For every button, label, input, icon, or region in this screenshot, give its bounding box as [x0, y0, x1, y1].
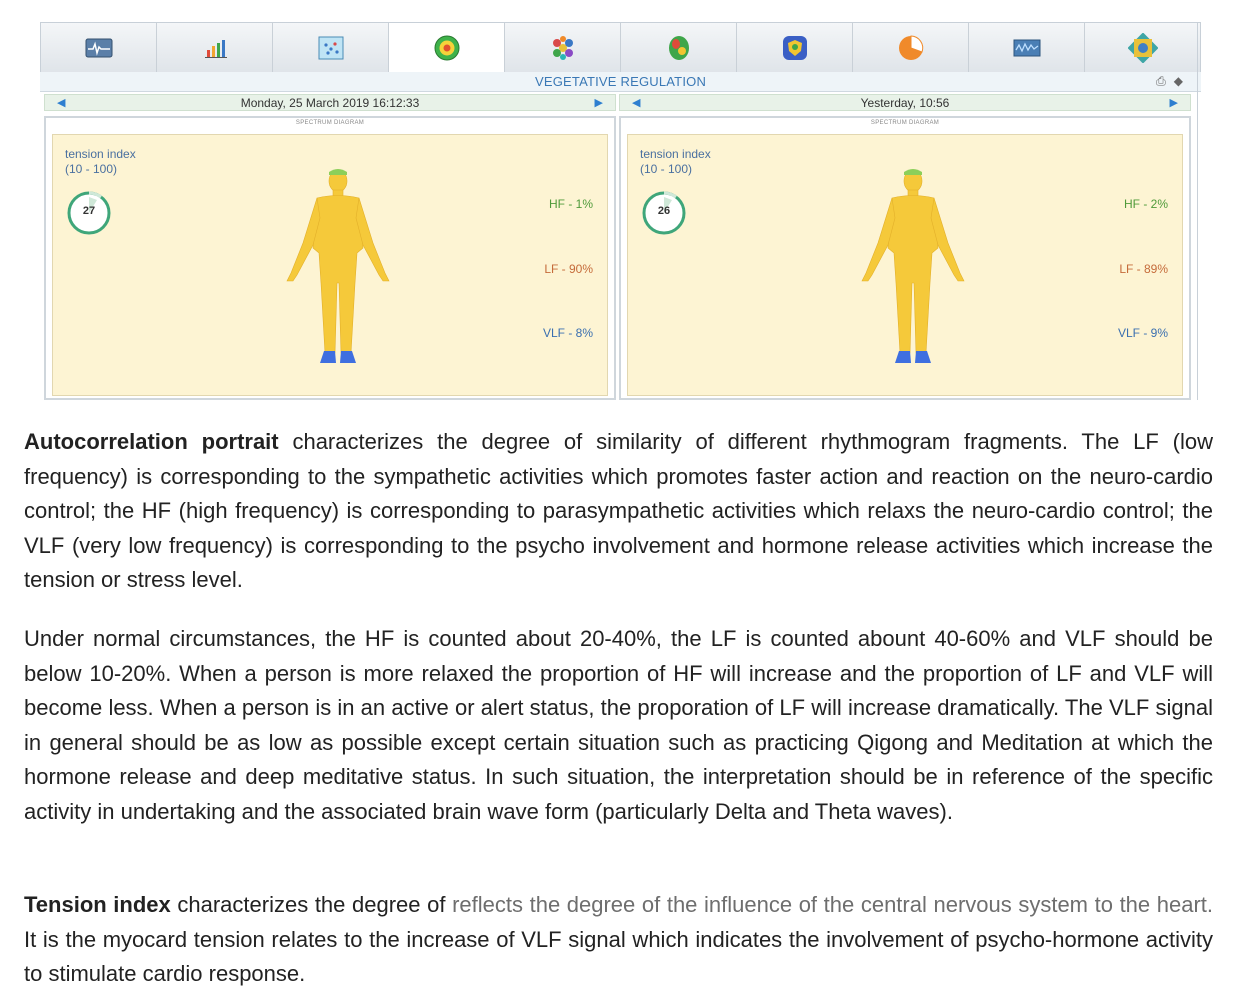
- diagram-subtitle: SPECTRUM DIAGRAM: [870, 120, 940, 126]
- date-bar: [44, 94, 616, 111]
- paragraph-autocorrelation: Autocorrelation portrait characterizes the degree of similarity of different rhythmogram fragments. The LF (low frequency) is corresponding to the sympathetic activities which promotes faster action and reaction on the neuro-cardio control; the HF (high frequency) is corresponding to parasympathetic activities which relaxs the neuro-cardio control; the VLF (very low frequency) is corresponding to the psycho involvement and hormone release activities which increase the tension or stress level.: [24, 429, 1213, 593]
- human-body-figure: [848, 163, 978, 373]
- bar-chart-icon: [200, 33, 230, 63]
- export-icon[interactable]: ◆: [1173, 74, 1183, 88]
- next-arrow-icon[interactable]: ▶: [594, 97, 603, 109]
- diagram-canvas: [52, 134, 608, 396]
- pie-chart-icon: [896, 33, 926, 63]
- tension-index-label: tension index (10 - 100): [640, 147, 711, 176]
- ecg-chart-icon: [84, 33, 114, 63]
- tab-mandala[interactable]: [1085, 23, 1200, 73]
- paragraph-tension-index: Tension index characterizes the degree of reflects the degree of the influence of the central nervous system to the heart. It is the myocard tension relates to the increase of VLF signal which indicates the involvement of psycho-hormone activity to stimulate cardio response.: [24, 892, 1214, 987]
- tab-scatter[interactable]: [273, 23, 389, 73]
- vlf-value: VLF - 8%: [542, 326, 593, 340]
- module-toolbar: [40, 22, 1201, 72]
- app-window: [40, 22, 1201, 400]
- tension-value: 27: [82, 205, 96, 217]
- vlf-value: VLF - 9%: [1117, 326, 1168, 340]
- print-icon[interactable]: ⎙: [1156, 74, 1166, 88]
- tension-value: 26: [657, 205, 671, 217]
- tab-brain-map[interactable]: [621, 23, 737, 73]
- shield-crest-icon: [780, 33, 810, 63]
- tab-ecg[interactable]: [41, 23, 157, 73]
- spectrum-diagram: [44, 116, 616, 400]
- tension-gauge: [642, 191, 686, 235]
- section-title: VEGETATIVE REGULATION: [534, 74, 707, 89]
- lf-value: LF - 90%: [544, 262, 593, 276]
- divider: [1197, 22, 1198, 400]
- tab-waveform[interactable]: [969, 23, 1085, 73]
- panel-previous: [619, 94, 1191, 400]
- molecule-icon: [548, 33, 578, 63]
- tab-vegetative-regulation[interactable]: [389, 23, 505, 73]
- prev-arrow-icon[interactable]: ◀: [57, 97, 66, 109]
- tab-molecule[interactable]: [505, 23, 621, 73]
- mandala-icon: [1128, 33, 1158, 63]
- scatter-map-icon: [316, 33, 346, 63]
- waveform-icon: [1012, 33, 1042, 63]
- prev-arrow-icon[interactable]: ◀: [632, 97, 641, 109]
- paragraph-normal-ranges: Under normal circumstances, the HF is counted about 20-40%, the LF is counted abount 40-60% and VLF should be below 10-20%. When a person is more relaxed the proportion of HF will increase and the proportion of LF and VLF will become less. When a person is in an active or alert status, the proporation of LF will increase dramatically. The VLF signal in general should be as low as possible except certain situation such as practicing Qigong and Meditation at which the hormone release and deep meditative status. In such situation, the interpretation should be in reference of the specific activity in undertaking and the associated brain wave form (particularly Delta and Theta waves).: [24, 626, 1213, 824]
- session-date: Monday, 25 March 2019 16:12:33: [240, 96, 420, 110]
- next-arrow-icon[interactable]: ▶: [1169, 97, 1178, 109]
- tension-index-label: tension index (10 - 100): [65, 147, 136, 176]
- panel-current: [44, 94, 616, 400]
- diagram-canvas: [627, 134, 1183, 396]
- tension-gauge: [67, 191, 111, 235]
- tab-pie-chart[interactable]: [853, 23, 969, 73]
- hf-value: HF - 2%: [1123, 197, 1168, 211]
- human-body-figure: [273, 163, 403, 373]
- term-tension-index: Tension index: [24, 892, 171, 917]
- brain-map-icon: [664, 33, 694, 63]
- spectrum-diagram: [619, 116, 1191, 400]
- diagram-subtitle: SPECTRUM DIAGRAM: [295, 120, 365, 126]
- section-header: [40, 72, 1201, 92]
- hf-value: HF - 1%: [548, 197, 593, 211]
- tab-shield[interactable]: [737, 23, 853, 73]
- term-autocorrelation: Autocorrelation portrait: [24, 429, 279, 454]
- sun-circle-icon: [432, 33, 462, 63]
- date-bar: [619, 94, 1191, 111]
- lf-value: LF - 89%: [1119, 262, 1168, 276]
- tab-bar-chart[interactable]: [157, 23, 273, 73]
- session-date: Yesterday, 10:56: [860, 96, 950, 110]
